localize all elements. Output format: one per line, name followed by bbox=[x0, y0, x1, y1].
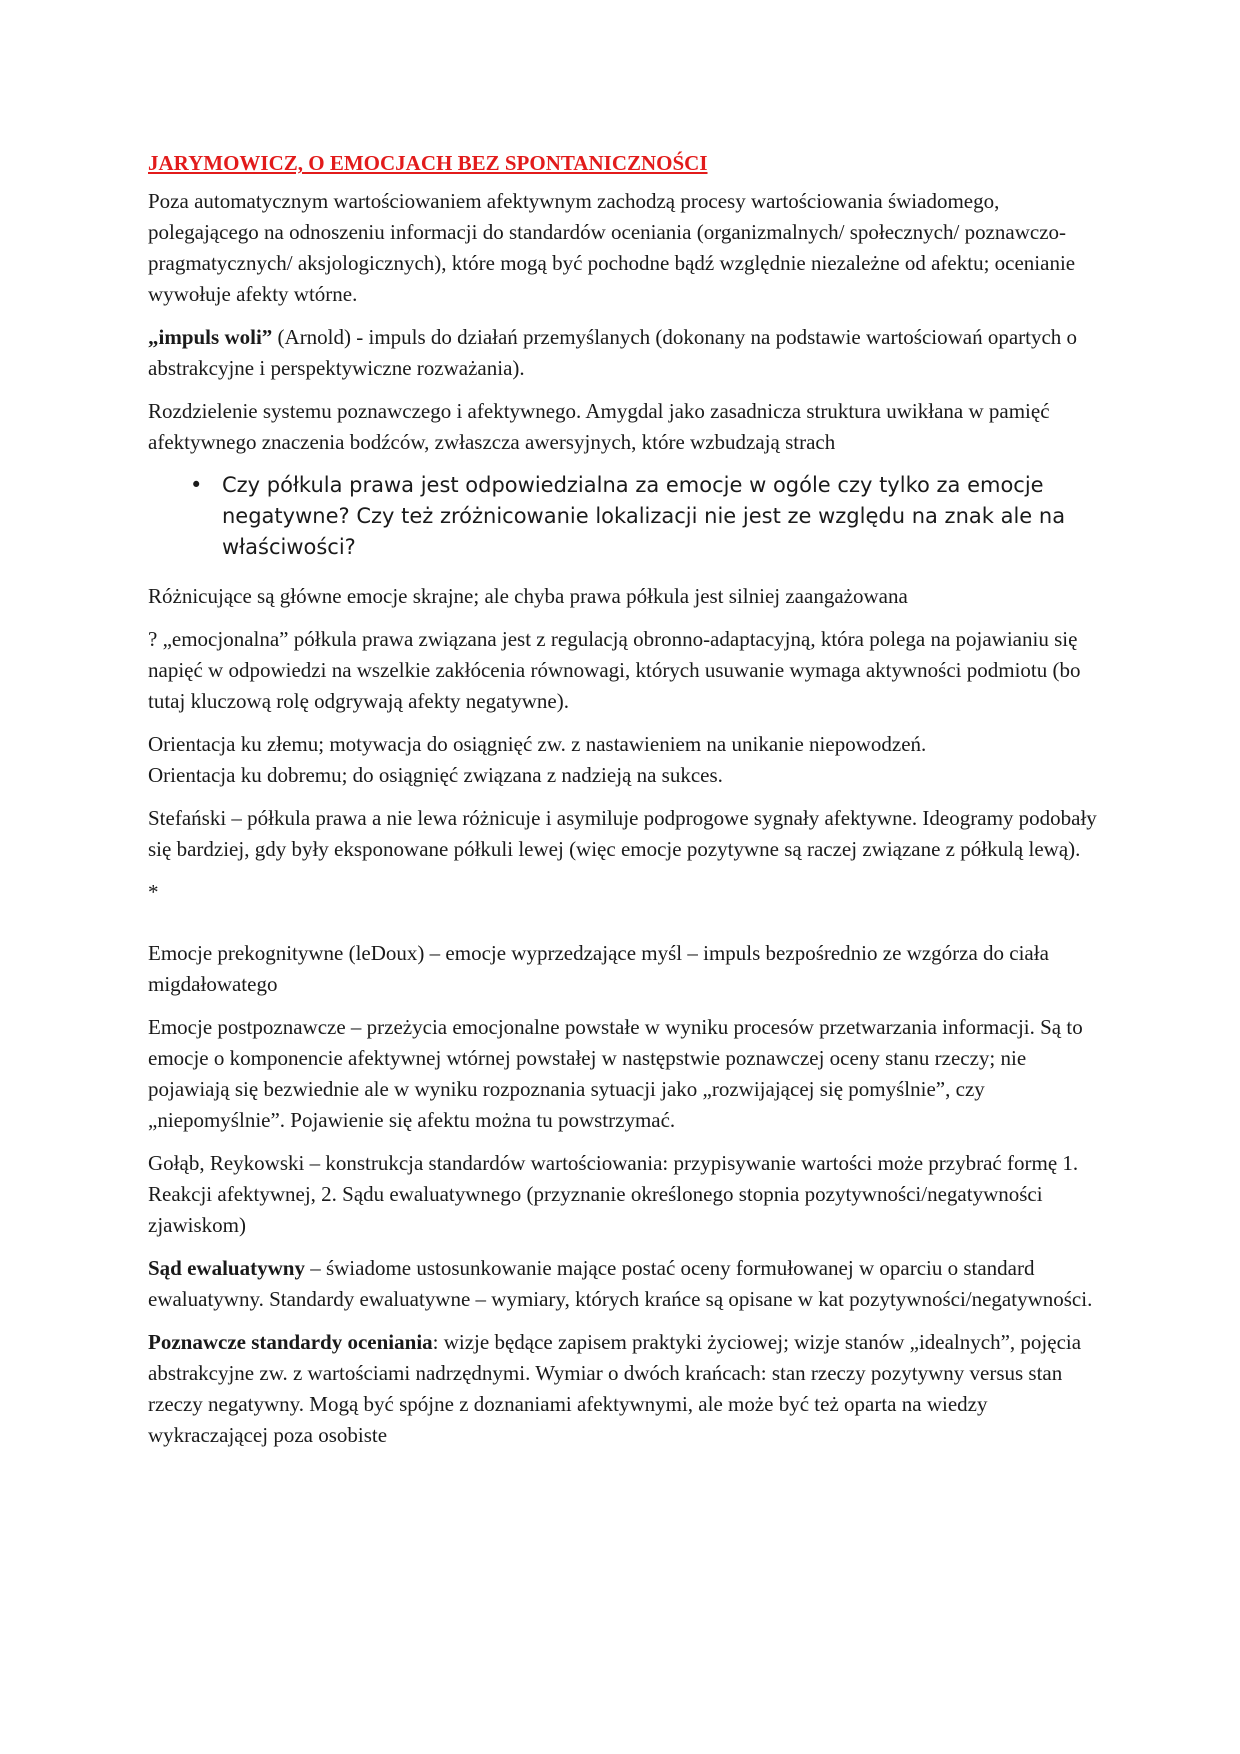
paragraph-orientation bbox=[148, 729, 1098, 791]
paragraph-extreme-emotions: Różnicujące są główne emocje skrajne; ale chyba prawa półkula jest silniej zaangażowana bbox=[148, 584, 908, 608]
paragraph-right-hemisphere: ? „emocjonalna” półkula prawa związana jest z regulacją obronno-adaptacyjną, która polega na pojawianiu się napięć w odpowiedzi na wszelkie zakłócenia równowagi, których usuwanie wymaga aktywności podmiotu (bo tutaj kluczową rolę odgrywają afekty negatywne). bbox=[148, 627, 1081, 713]
paragraph-evaluative-judgment-text: – świadome ustosunkowanie mające postać oceny formułowanej w oparciu o standard ewaluatywny. Standardy ewaluatywne – wymiary, których krańce są opisane w kat pozytywności/negatywności. bbox=[148, 1256, 1093, 1311]
term-poznawcze-standardy: Poznawcze standardy oceniania bbox=[148, 1330, 433, 1354]
paragraph-evaluative-judgment bbox=[148, 1253, 1098, 1315]
bullet-list bbox=[148, 470, 1098, 563]
paragraph-golab-reykowski: Gołąb, Reykowski – konstrukcja standardów wartościowania: przypisywanie wartości może przybrać formę 1. Reakcji afektywnej, 2. Sądu ewaluatywnego (przyznanie określonego stopnia pozytywności/negatywności zjawiskom) bbox=[148, 1151, 1079, 1237]
bullet-item-question bbox=[148, 470, 1098, 563]
paragraph-amygdala: Rozdzielenie systemu poznawczego i afektywnego. Amygdal jako zasadnicza struktura uwikłana w pamięć afektywnego znaczenia bodźców, zwłaszcza awersyjnych, które wzbudzają strach bbox=[148, 399, 1050, 454]
section-separator: * bbox=[148, 880, 159, 904]
bullet-item-text: Czy półkula prawa jest odpowiedzialna za emocje w ogóle czy tylko za emocje negatywne? Czy też zróżnicowanie lokalizacji nie jest ze względu na znak ale na właściwości? bbox=[222, 473, 1066, 559]
term-sad-ewaluatywny: Sąd ewaluatywny bbox=[148, 1256, 305, 1280]
paragraph-precognitive: Emocje prekognitywne (leDoux) – emocje wyprzedzające myśl – impuls bezpośrednio ze wzgórza do ciała migdałowatego bbox=[148, 941, 1049, 996]
orientation-good: Orientacja ku dobremu; do osiągnięć związana z nadzieją na sukces. bbox=[148, 763, 723, 787]
bullet-dot-icon: • bbox=[190, 473, 203, 497]
document-body bbox=[148, 148, 1098, 1463]
paragraph-impuls-woli-text: (Arnold) - impuls do działań przemyślanych (dokonany na podstawie wartościowań opartych o abstrakcyjne i perspektywiczne rozważania). bbox=[148, 325, 1078, 380]
paragraph-impuls-woli bbox=[148, 322, 1098, 384]
document-title: JARYMOWICZ, O EMOCJACH BEZ SPONTANICZNOŚCI bbox=[148, 151, 708, 175]
term-impuls-woli: „impuls woli” bbox=[148, 325, 273, 349]
paragraph-cognitive-standards bbox=[148, 1327, 1098, 1451]
paragraph-automatic-valuation: Poza automatycznym wartościowaniem afektywnym zachodzą procesy wartościowania świadomego, polegającego na odnoszeniu informacji do standardów oceniania (organizmalnych/ społecznych/ poznawczo-pragmatycznych/ aksjologicznych), które mogą być pochodne bądź względnie niezależne od afektu; ocenianie wywołuje afekty wtórne. bbox=[148, 189, 1076, 306]
paragraph-postcognitive: Emocje postpoznawcze – przeżycia emocjonalne powstałe w wyniku procesów przetwarzania informacji. Są to emocje o komponencie afektywnej wtórnej powstałej w następstwie poznawczej oceny stanu rzeczy; nie pojawiają się bezwiednie ale w wyniku rozpoznania sytuacji jako „rozwijającej się pomyślnie”, czy „niepomyślnie”. Pojawienie się afektu można tu powstrzymać. bbox=[148, 1015, 1083, 1132]
paragraph-stefanski: Stefański – półkula prawa a nie lewa różnicuje i asymiluje podprogowe sygnały afektywne. Ideogramy podobały się bardziej, gdy były eksponowane półkuli lewej (więc emocje pozytywne są raczej związane z półkulą lewą). bbox=[148, 806, 1097, 861]
paragraph-cognitive-standards-text: : wizje będące zapisem praktyki życiowej; wizje stanów „idealnych”, pojęcia abstrakcyjne zw. z wartościami nadrzędnymi. Wymiar o dwóch krańcach: stan rzeczy pozytywny versus stan rzeczy negatywny. Mogą być spójne z doznaniami afektywnymi, ale może być też oparta na wiedzy wykraczającej poza osobiste bbox=[148, 1330, 1082, 1447]
orientation-bad: Orientacja ku złemu; motywacja do osiągnięć zw. z nastawieniem na unikanie niepowodzeń. bbox=[148, 732, 927, 756]
